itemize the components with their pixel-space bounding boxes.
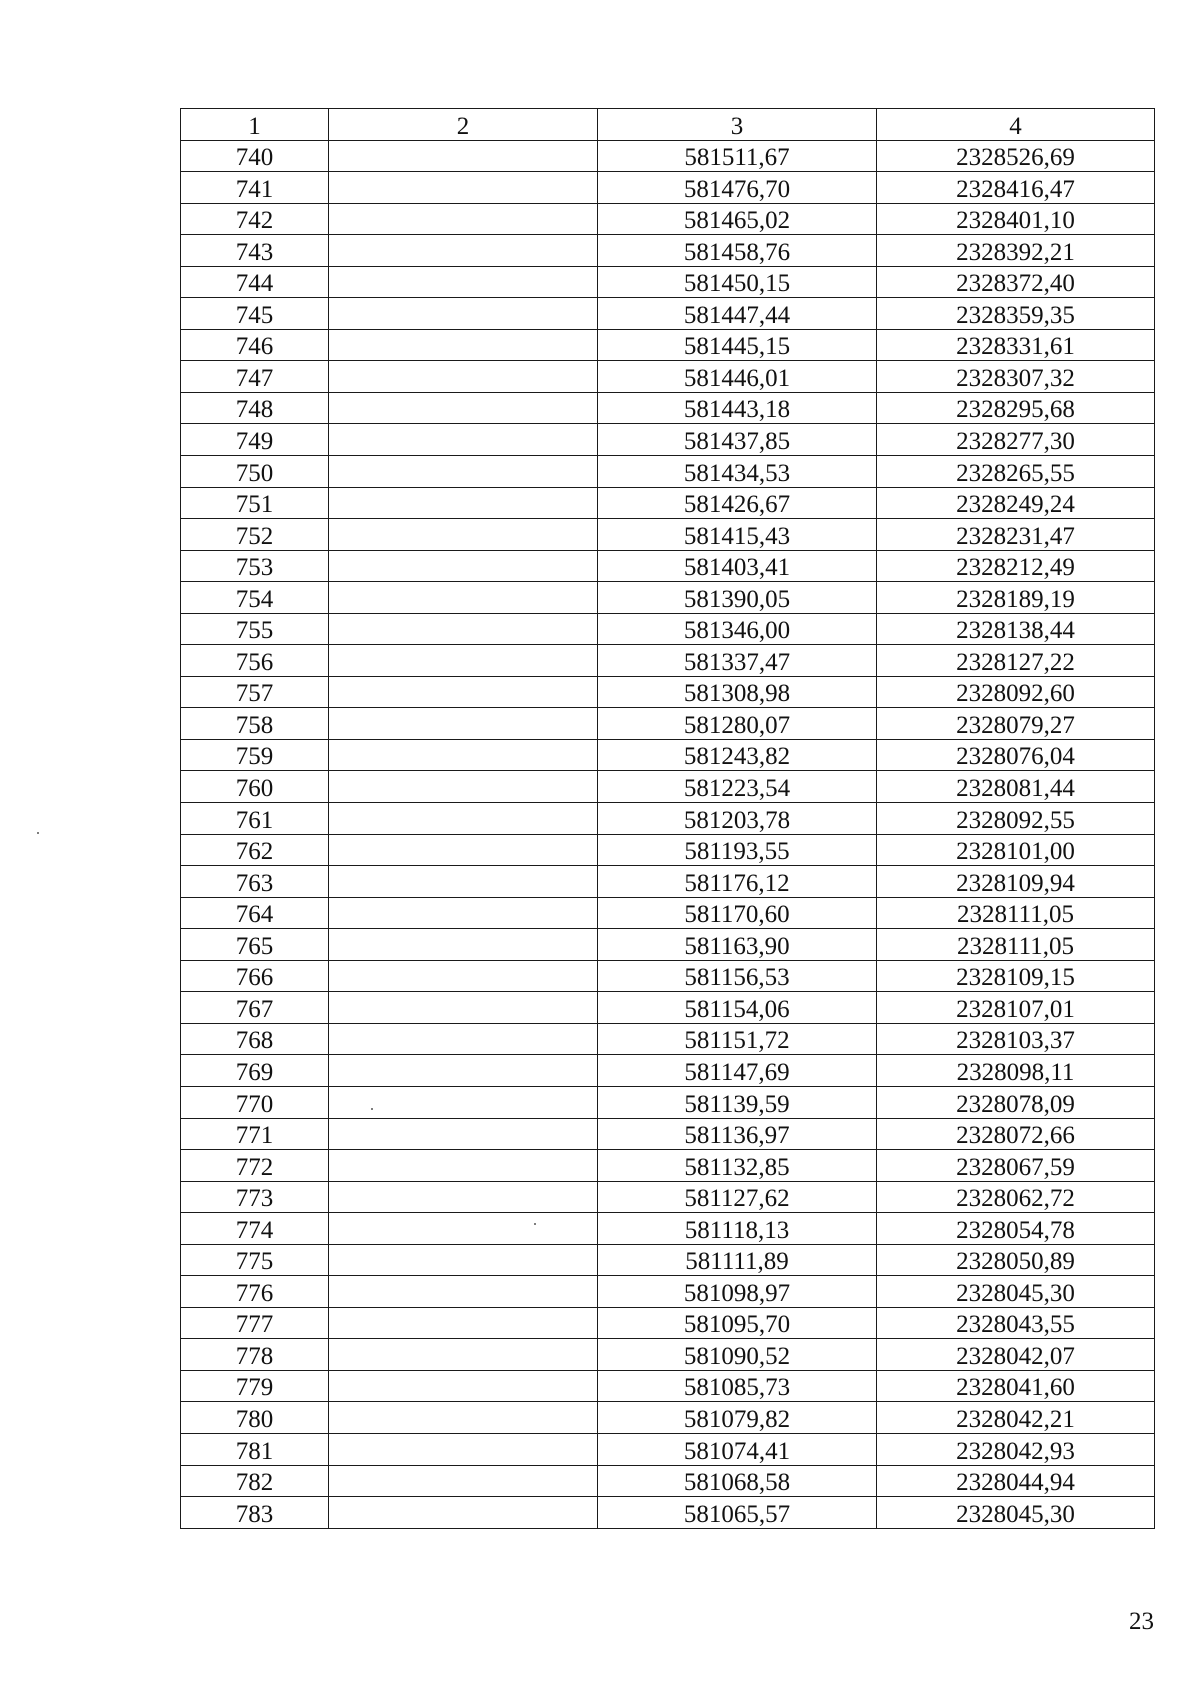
y-coordinate-cell: 2328265,55: [877, 456, 1155, 488]
point-number-cell: 757: [181, 676, 329, 708]
description-cell: [329, 739, 598, 771]
table-body: [181, 140, 1155, 1528]
description-cell: [329, 708, 598, 740]
y-coordinate-cell: 2328231,47: [877, 519, 1155, 551]
description-cell: [329, 487, 598, 519]
description-cell: [329, 834, 598, 866]
x-coordinate-cell: 581193,55: [598, 834, 877, 866]
y-coordinate-cell: 2328109,15: [877, 960, 1155, 992]
page-number: 23: [1129, 1608, 1154, 1635]
y-coordinate-cell: 2328372,40: [877, 266, 1155, 298]
x-coordinate-cell: 581074,41: [598, 1433, 877, 1465]
table-row: [181, 1402, 1155, 1434]
table-row: [181, 929, 1155, 961]
table-row: [181, 960, 1155, 992]
table-row: [181, 235, 1155, 267]
x-coordinate-cell: 581223,54: [598, 771, 877, 803]
x-coordinate-cell: 581403,41: [598, 550, 877, 582]
description-cell: [329, 1402, 598, 1434]
description-cell: [329, 992, 598, 1024]
x-coordinate-cell: 581447,44: [598, 298, 877, 330]
y-coordinate-cell: 2328044,94: [877, 1465, 1155, 1497]
y-coordinate-cell: 2328045,30: [877, 1497, 1155, 1529]
y-coordinate-cell: 2328045,30: [877, 1276, 1155, 1308]
y-coordinate-cell: 2328138,44: [877, 613, 1155, 645]
point-number-cell: 748: [181, 392, 329, 424]
x-coordinate-cell: 581163,90: [598, 929, 877, 961]
point-number-cell: 783: [181, 1497, 329, 1529]
description-cell: [329, 1244, 598, 1276]
table-row: [181, 645, 1155, 677]
point-number-cell: 771: [181, 1118, 329, 1150]
point-number-cell: 766: [181, 960, 329, 992]
description-cell: [329, 172, 598, 204]
x-coordinate-cell: 581450,15: [598, 266, 877, 298]
x-coordinate-cell: 581132,85: [598, 1150, 877, 1182]
table-row: [181, 266, 1155, 298]
column-header-4: 4: [877, 109, 1155, 141]
description-cell: [329, 771, 598, 803]
description-cell: [329, 140, 598, 172]
point-number-cell: 751: [181, 487, 329, 519]
table-header-row: [181, 109, 1155, 141]
description-cell: [329, 645, 598, 677]
description-cell: [329, 424, 598, 456]
point-number-cell: 760: [181, 771, 329, 803]
point-number-cell: 773: [181, 1181, 329, 1213]
table-row: [181, 361, 1155, 393]
point-number-cell: 740: [181, 140, 329, 172]
x-coordinate-cell: 581068,58: [598, 1465, 877, 1497]
table-row: [181, 1086, 1155, 1118]
description-cell: [329, 897, 598, 929]
y-coordinate-cell: 2328392,21: [877, 235, 1155, 267]
x-coordinate-cell: 581139,59: [598, 1086, 877, 1118]
table-row: [181, 298, 1155, 330]
table-row: [181, 771, 1155, 803]
x-coordinate-cell: 581176,12: [598, 866, 877, 898]
table-row: [181, 676, 1155, 708]
x-coordinate-cell: 581415,43: [598, 519, 877, 551]
point-number-cell: 745: [181, 298, 329, 330]
description-cell: [329, 1497, 598, 1529]
point-number-cell: 780: [181, 1402, 329, 1434]
point-number-cell: 768: [181, 1023, 329, 1055]
scan-speck: [371, 1108, 373, 1110]
table-row: [181, 1370, 1155, 1402]
y-coordinate-cell: 2328062,72: [877, 1181, 1155, 1213]
point-number-cell: 749: [181, 424, 329, 456]
x-coordinate-cell: 581156,53: [598, 960, 877, 992]
y-coordinate-cell: 2328050,89: [877, 1244, 1155, 1276]
description-cell: [329, 1213, 598, 1245]
x-coordinate-cell: 581434,53: [598, 456, 877, 488]
description-cell: [329, 1181, 598, 1213]
description-cell: [329, 1150, 598, 1182]
x-coordinate-cell: 581476,70: [598, 172, 877, 204]
point-number-cell: 761: [181, 803, 329, 835]
table-row: [181, 519, 1155, 551]
x-coordinate-cell: 581151,72: [598, 1023, 877, 1055]
y-coordinate-cell: 2328054,78: [877, 1213, 1155, 1245]
description-cell: [329, 929, 598, 961]
x-coordinate-cell: 581147,69: [598, 1055, 877, 1087]
y-coordinate-cell: 2328127,22: [877, 645, 1155, 677]
description-cell: [329, 1465, 598, 1497]
y-coordinate-cell: 2328103,37: [877, 1023, 1155, 1055]
point-number-cell: 747: [181, 361, 329, 393]
description-cell: [329, 866, 598, 898]
description-cell: [329, 1307, 598, 1339]
table-row: [181, 582, 1155, 614]
point-number-cell: 774: [181, 1213, 329, 1245]
column-header-1: 1: [181, 109, 329, 141]
description-cell: [329, 298, 598, 330]
description-cell: [329, 1370, 598, 1402]
y-coordinate-cell: 2328307,32: [877, 361, 1155, 393]
point-number-cell: 741: [181, 172, 329, 204]
table-row: [181, 897, 1155, 929]
point-number-cell: 777: [181, 1307, 329, 1339]
point-number-cell: 752: [181, 519, 329, 551]
point-number-cell: 764: [181, 897, 329, 929]
table-row: [181, 1433, 1155, 1465]
point-number-cell: 762: [181, 834, 329, 866]
table-row: [181, 1276, 1155, 1308]
x-coordinate-cell: 581090,52: [598, 1339, 877, 1371]
x-coordinate-cell: 581118,13: [598, 1213, 877, 1245]
point-number-cell: 759: [181, 739, 329, 771]
y-coordinate-cell: 2328249,24: [877, 487, 1155, 519]
point-number-cell: 772: [181, 1150, 329, 1182]
y-coordinate-cell: 2328042,07: [877, 1339, 1155, 1371]
description-cell: [329, 1433, 598, 1465]
table-row: [181, 1181, 1155, 1213]
point-number-cell: 781: [181, 1433, 329, 1465]
table-row: [181, 172, 1155, 204]
column-header-2: 2: [329, 109, 598, 141]
table-row: [181, 866, 1155, 898]
description-cell: [329, 1118, 598, 1150]
y-coordinate-cell: 2328416,47: [877, 172, 1155, 204]
description-cell: [329, 960, 598, 992]
table-row: [181, 456, 1155, 488]
table-row: [181, 992, 1155, 1024]
x-coordinate-cell: 581443,18: [598, 392, 877, 424]
point-number-cell: 782: [181, 1465, 329, 1497]
description-cell: [329, 266, 598, 298]
description-cell: [329, 203, 598, 235]
x-coordinate-cell: 581458,76: [598, 235, 877, 267]
table-row: [181, 424, 1155, 456]
x-coordinate-cell: 581098,97: [598, 1276, 877, 1308]
y-coordinate-cell: 2328111,05: [877, 929, 1155, 961]
x-coordinate-cell: 581095,70: [598, 1307, 877, 1339]
x-coordinate-cell: 581203,78: [598, 803, 877, 835]
y-coordinate-cell: 2328042,93: [877, 1433, 1155, 1465]
point-number-cell: 778: [181, 1339, 329, 1371]
point-number-cell: 742: [181, 203, 329, 235]
table-row: [181, 140, 1155, 172]
y-coordinate-cell: 2328277,30: [877, 424, 1155, 456]
point-number-cell: 775: [181, 1244, 329, 1276]
x-coordinate-cell: 581170,60: [598, 897, 877, 929]
description-cell: [329, 582, 598, 614]
x-coordinate-cell: 581280,07: [598, 708, 877, 740]
table-row: [181, 550, 1155, 582]
scan-speck: [534, 1223, 536, 1225]
x-coordinate-cell: 581337,47: [598, 645, 877, 677]
description-cell: [329, 392, 598, 424]
point-number-cell: 779: [181, 1370, 329, 1402]
y-coordinate-cell: 2328072,66: [877, 1118, 1155, 1150]
table-row: [181, 1055, 1155, 1087]
table-row: [181, 487, 1155, 519]
point-number-cell: 776: [181, 1276, 329, 1308]
x-coordinate-cell: 581243,82: [598, 739, 877, 771]
point-number-cell: 770: [181, 1086, 329, 1118]
table-row: [181, 1307, 1155, 1339]
y-coordinate-cell: 2328401,10: [877, 203, 1155, 235]
table-row: [181, 1118, 1155, 1150]
column-header-3: 3: [598, 109, 877, 141]
description-cell: [329, 550, 598, 582]
x-coordinate-cell: 581065,57: [598, 1497, 877, 1529]
y-coordinate-cell: 2328212,49: [877, 550, 1155, 582]
x-coordinate-cell: 581465,02: [598, 203, 877, 235]
description-cell: [329, 361, 598, 393]
y-coordinate-cell: 2328109,94: [877, 866, 1155, 898]
table-row: [181, 203, 1155, 235]
point-number-cell: 743: [181, 235, 329, 267]
point-number-cell: 754: [181, 582, 329, 614]
y-coordinate-cell: 2328098,11: [877, 1055, 1155, 1087]
description-cell: [329, 1023, 598, 1055]
point-number-cell: 756: [181, 645, 329, 677]
x-coordinate-cell: 581111,89: [598, 1244, 877, 1276]
description-cell: [329, 235, 598, 267]
x-coordinate-cell: 581511,67: [598, 140, 877, 172]
point-number-cell: 755: [181, 613, 329, 645]
description-cell: [329, 1276, 598, 1308]
x-coordinate-cell: 581346,00: [598, 613, 877, 645]
description-cell: [329, 456, 598, 488]
x-coordinate-cell: 581154,06: [598, 992, 877, 1024]
x-coordinate-cell: 581437,85: [598, 424, 877, 456]
point-number-cell: 758: [181, 708, 329, 740]
y-coordinate-cell: 2328043,55: [877, 1307, 1155, 1339]
y-coordinate-cell: 2328295,68: [877, 392, 1155, 424]
y-coordinate-cell: 2328189,19: [877, 582, 1155, 614]
coordinates-table: [180, 108, 1155, 1529]
x-coordinate-cell: 581445,15: [598, 329, 877, 361]
table-row: [181, 1244, 1155, 1276]
table-row: [181, 1339, 1155, 1371]
x-coordinate-cell: 581390,05: [598, 582, 877, 614]
y-coordinate-cell: 2328111,05: [877, 897, 1155, 929]
description-cell: [329, 676, 598, 708]
description-cell: [329, 613, 598, 645]
point-number-cell: 753: [181, 550, 329, 582]
x-coordinate-cell: 581079,82: [598, 1402, 877, 1434]
point-number-cell: 763: [181, 866, 329, 898]
point-number-cell: 769: [181, 1055, 329, 1087]
x-coordinate-cell: 581446,01: [598, 361, 877, 393]
x-coordinate-cell: 581308,98: [598, 676, 877, 708]
y-coordinate-cell: 2328067,59: [877, 1150, 1155, 1182]
x-coordinate-cell: 581426,67: [598, 487, 877, 519]
description-cell: [329, 1086, 598, 1118]
point-number-cell: 765: [181, 929, 329, 961]
description-cell: [329, 1339, 598, 1371]
table-row: [181, 1213, 1155, 1245]
table-row: [181, 613, 1155, 645]
y-coordinate-cell: 2328081,44: [877, 771, 1155, 803]
description-cell: [329, 329, 598, 361]
y-coordinate-cell: 2328076,04: [877, 739, 1155, 771]
table-row: [181, 392, 1155, 424]
y-coordinate-cell: 2328331,61: [877, 329, 1155, 361]
description-cell: [329, 1055, 598, 1087]
point-number-cell: 744: [181, 266, 329, 298]
y-coordinate-cell: 2328041,60: [877, 1370, 1155, 1402]
table-row: [181, 329, 1155, 361]
point-number-cell: 767: [181, 992, 329, 1024]
y-coordinate-cell: 2328079,27: [877, 708, 1155, 740]
table-row: [181, 1150, 1155, 1182]
description-cell: [329, 519, 598, 551]
y-coordinate-cell: 2328078,09: [877, 1086, 1155, 1118]
scan-speck: [37, 832, 39, 834]
y-coordinate-cell: 2328092,60: [877, 676, 1155, 708]
table-row: [181, 1023, 1155, 1055]
table-row: [181, 739, 1155, 771]
table-row: [181, 834, 1155, 866]
x-coordinate-cell: 581127,62: [598, 1181, 877, 1213]
y-coordinate-cell: 2328526,69: [877, 140, 1155, 172]
table-row: [181, 1497, 1155, 1529]
y-coordinate-cell: 2328042,21: [877, 1402, 1155, 1434]
x-coordinate-cell: 581085,73: [598, 1370, 877, 1402]
y-coordinate-cell: 2328359,35: [877, 298, 1155, 330]
point-number-cell: 746: [181, 329, 329, 361]
description-cell: [329, 803, 598, 835]
y-coordinate-cell: 2328101,00: [877, 834, 1155, 866]
y-coordinate-cell: 2328092,55: [877, 803, 1155, 835]
table-row: [181, 803, 1155, 835]
y-coordinate-cell: 2328107,01: [877, 992, 1155, 1024]
x-coordinate-cell: 581136,97: [598, 1118, 877, 1150]
table-row: [181, 1465, 1155, 1497]
table-row: [181, 708, 1155, 740]
point-number-cell: 750: [181, 456, 329, 488]
